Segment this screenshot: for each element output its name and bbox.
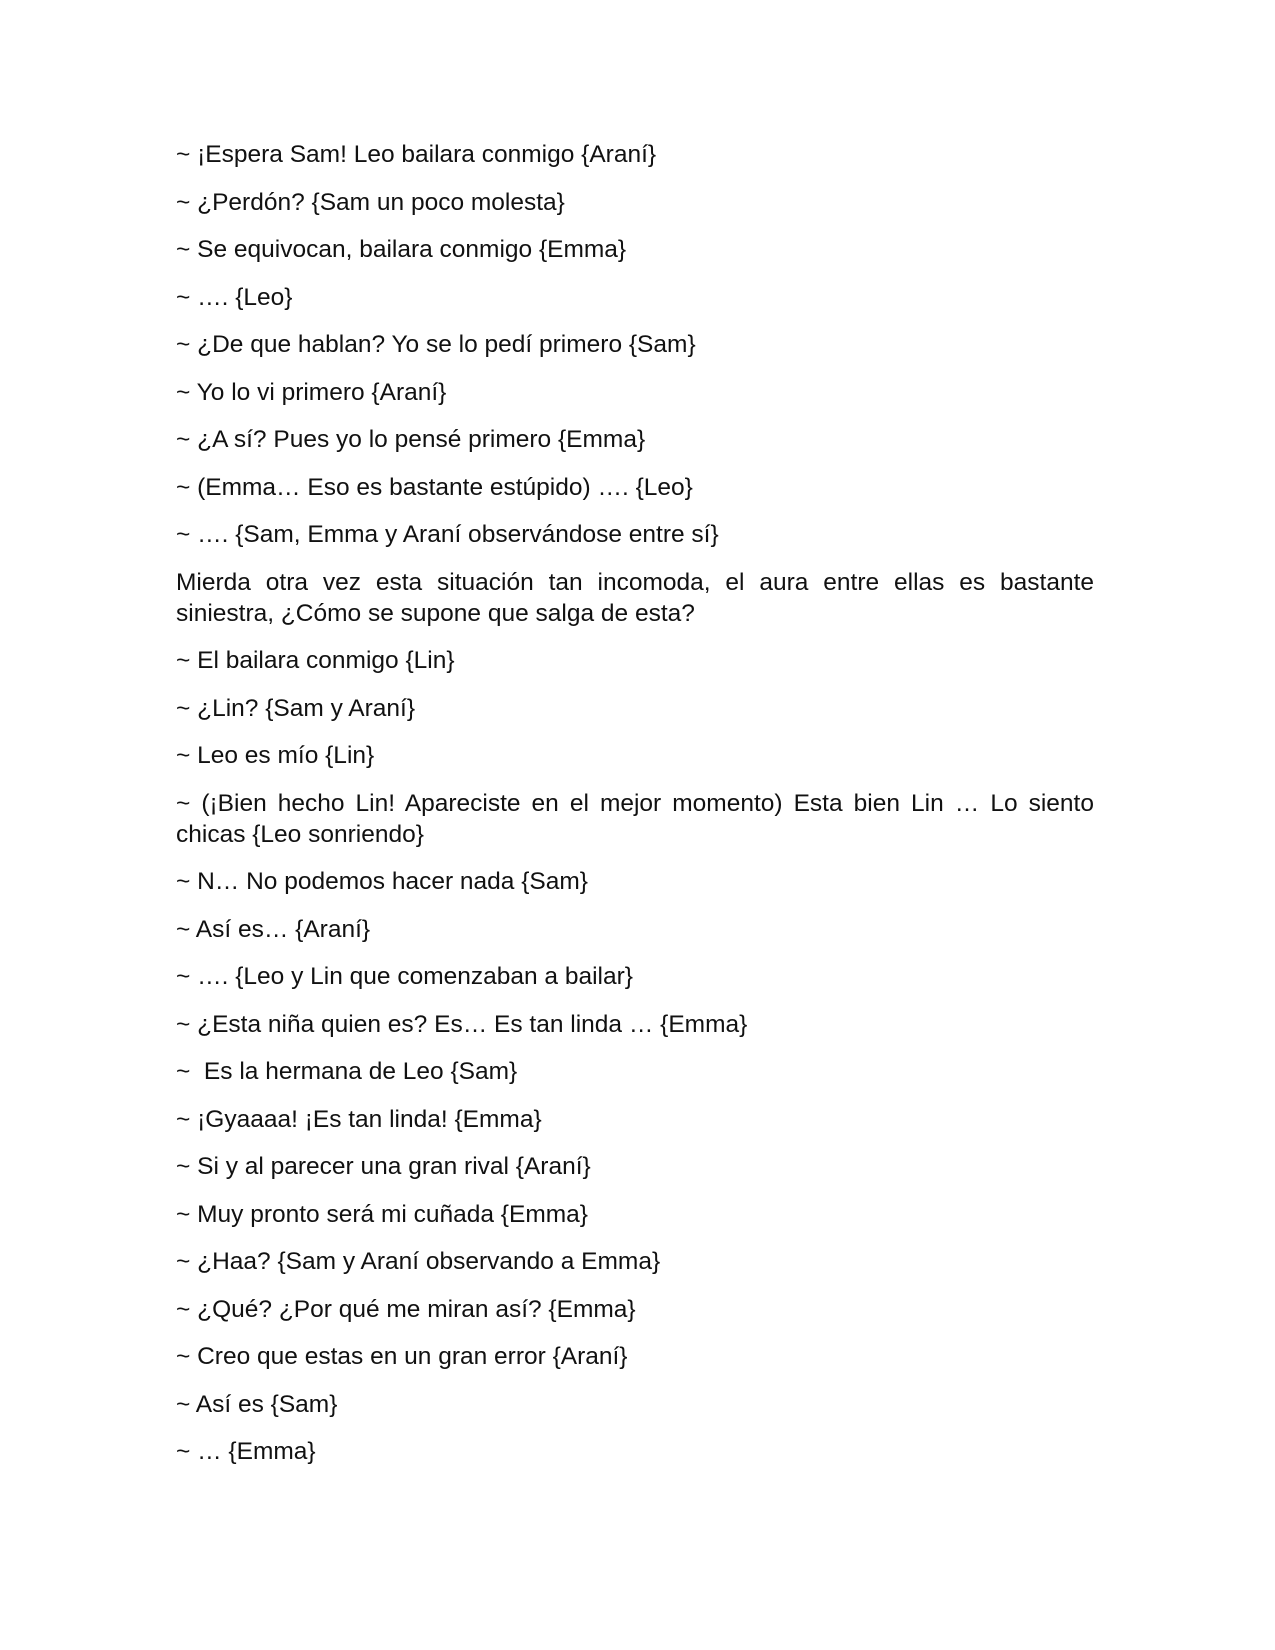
dialogue-line: ~ ¿A sí? Pues yo lo pensé primero {Emma} <box>176 426 646 453</box>
dialogue-line: ~ … {Emma} <box>176 1438 316 1465</box>
dialogue-line: ~ (Emma… Eso es bastante estúpido) …. {Leo} <box>176 473 693 501</box>
dialogue-line: ~ …. {Sam, Emma y Araní observándose entre sí} <box>176 521 719 548</box>
dialogue-line: ~ Se equivocan, bailara conmigo {Emma} <box>176 236 627 263</box>
dialogue-line: ~ ¿De que hablan? Yo se lo pedí primero {Sam} <box>176 331 696 358</box>
dialogue-line: ~ Si y al parecer una gran rival {Araní} <box>176 1153 591 1180</box>
dialogue-line: ~ ¡Espera Sam! Leo bailara conmigo {Araní} <box>176 141 657 168</box>
narration-paragraph: Mierda otra vez esta situación tan incomoda, el aura entre ellas es bastante siniestra, ¿Cómo se supone que salga de esta? <box>176 568 1101 627</box>
dialogue-line: ~ …. {Leo y Lin que comenzaban a bailar} <box>176 963 633 990</box>
dialogue-line: ~ N… No podemos hacer nada {Sam} <box>176 868 588 895</box>
document-page <box>176 139 1101 1484</box>
dialogue-line: ~ Es la hermana de Leo {Sam} <box>176 1058 518 1085</box>
dialogue-line: ~ ¿Perdón? {Sam un poco molesta} <box>176 188 565 216</box>
dialogue-line: ~ ¿Lin? {Sam y Araní} <box>176 694 416 722</box>
dialogue-line: ~ Así es… {Araní} <box>176 915 371 943</box>
dialogue-line: ~ ¿Esta niña quien es? Es… Es tan linda … {Emma} <box>176 1010 748 1038</box>
dialogue-line: ~ Creo que estas en un gran error {Araní} <box>176 1343 628 1370</box>
dialogue-line: ~ Así es {Sam} <box>176 1390 338 1418</box>
dialogue-line: ~ ¿Haa? {Sam y Araní observando a Emma} <box>176 1248 661 1275</box>
dialogue-line: ~ Leo es mío {Lin} <box>176 742 375 769</box>
dialogue-line: ~ (¡Bien hecho Lin! Apareciste en el mejor momento) Esta bien Lin … Lo siento chicas {Leo sonriendo} <box>176 789 1101 848</box>
dialogue-line: ~ ¡Gyaaaa! ¡Es tan linda! {Emma} <box>176 1105 542 1133</box>
dialogue-line: ~ …. {Leo} <box>176 283 293 311</box>
dialogue-line: ~ El bailara conmigo {Lin} <box>176 647 455 674</box>
dialogue-line: ~ Yo lo vi primero {Araní} <box>176 378 447 406</box>
dialogue-line: ~ ¿Qué? ¿Por qué me miran así? {Emma} <box>176 1295 636 1323</box>
dialogue-line: ~ Muy pronto será mi cuñada {Emma} <box>176 1200 588 1228</box>
